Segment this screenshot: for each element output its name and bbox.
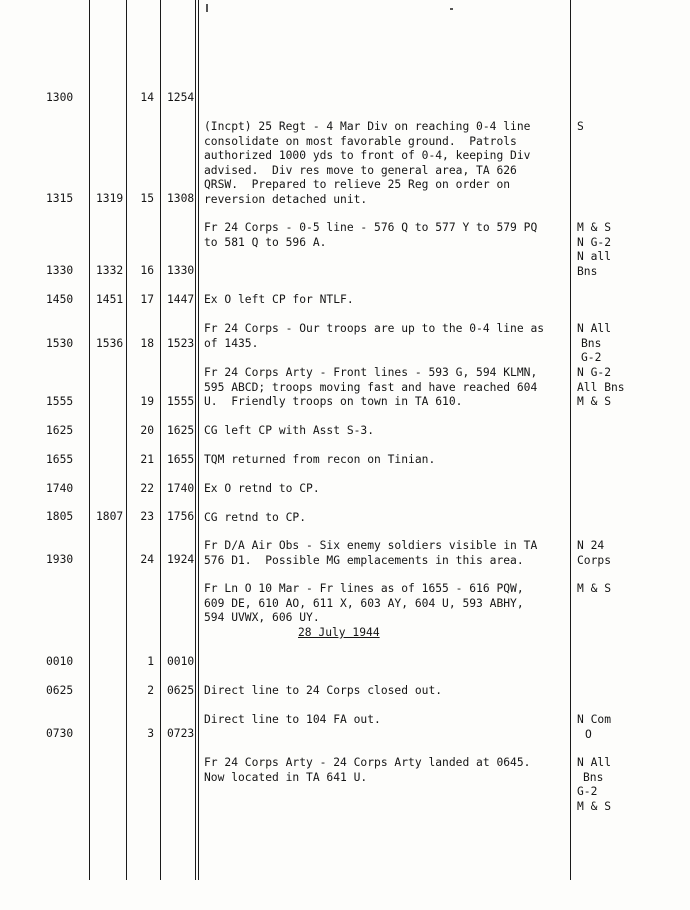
column-rule-double — [195, 0, 196, 880]
entry-time: 1315 — [46, 192, 74, 205]
entry-time: 0010 — [46, 655, 74, 668]
entry-time2: 1655 — [167, 453, 195, 466]
entry-serial: 24 — [140, 553, 154, 566]
column-rule — [160, 0, 161, 880]
entry-in-time: 1536 — [96, 337, 124, 350]
entry-time2: 1625 — [167, 424, 195, 437]
entry-action: N All Bns G-2 — [577, 322, 612, 364]
entry-time2: 1555 — [167, 395, 195, 408]
entry-action: N All Bns G-2 M & S — [577, 756, 612, 813]
entry-serial: 14 — [140, 91, 154, 104]
entry-text: TQM returned from recon on Tinian. — [204, 453, 436, 466]
entry-serial: 22 — [140, 482, 154, 495]
entry-text: Fr 24 Corps Arty - 24 Corps Arty landed at 0645. Now located in TA 641 U. — [204, 756, 531, 784]
entry-time2: 1756 — [167, 510, 195, 523]
entry-time: 1330 — [46, 264, 74, 277]
entry-action: N 24 Corps — [577, 539, 612, 567]
entry-serial: 1 — [147, 655, 154, 668]
entry-time: 1530 — [46, 337, 74, 350]
entry-serial: 15 — [140, 192, 154, 205]
stray-mark — [206, 4, 208, 12]
entry-time2: 1447 — [167, 293, 195, 306]
entry-action: M & S — [577, 582, 612, 595]
entry-serial: 21 — [140, 453, 154, 466]
entry-action: N Com O — [577, 713, 612, 741]
entry-text: Fr 24 Corps - 0-5 line - 576 Q to 577 Y to 579 PQ to 581 Q to 596 A. — [204, 221, 538, 249]
entry-in-time: 1807 — [96, 510, 124, 523]
column-rule — [126, 0, 127, 880]
entry-time2: 0723 — [167, 727, 195, 740]
entry-text: Direct line to 24 Corps closed out. — [204, 684, 443, 697]
entry-time2: 1254 — [167, 91, 195, 104]
entry-text: Fr 24 Corps - Our troops are up to the 0-4 line as of 1435. — [204, 322, 545, 350]
entry-text: Fr 24 Corps Arty - Front lines - 593 G, 594 KLMN, 595 ABCD; troops moving fast and have reached 604 U. Friendly troops on town in TA 610. — [204, 366, 538, 408]
entry-text: (Incpt) 25 Regt - 4 Mar Div on reaching 0-4 line consolidate on most favorable ground. Patrols authorized 1000 yds to front of 0-4, keeping Div advised. Div res move to general area, TA 626 QRSW. Prepared to relieve 25 Reg on order on reversion detached unit. — [204, 120, 531, 206]
entry-time2: 1308 — [167, 192, 195, 205]
entry-time: 1930 — [46, 553, 74, 566]
entry-time2: 1330 — [167, 264, 195, 277]
entry-in-time: 1332 — [96, 264, 124, 277]
entry-time: 0730 — [46, 727, 74, 740]
entry-serial: 18 — [140, 337, 154, 350]
entry-time2: 0625 — [167, 684, 195, 697]
entry-serial: 16 — [140, 264, 154, 277]
entry-in-time: 1319 — [96, 192, 124, 205]
entry-time: 0625 — [46, 684, 74, 697]
entry-time: 1805 — [46, 510, 74, 523]
entry-serial: 2 — [147, 684, 154, 697]
entry-time2: 1740 — [167, 482, 195, 495]
entry-time2: 1924 — [167, 553, 195, 566]
entry-text: Ex O left CP for NTLF. — [204, 293, 354, 306]
entry-time: 1555 — [46, 395, 74, 408]
date-heading: 28 July 1944 — [298, 626, 380, 639]
entry-time: 1300 — [46, 91, 74, 104]
entry-text: CG left CP with Asst S-3. — [204, 424, 375, 437]
entry-text: Fr Ln O 10 Mar - Fr lines as of 1655 - 616 PQW, 609 DE, 610 AO, 611 X, 603 AY, 604 U, 593 ABHY, 594 UVWX, 606 UY. — [204, 582, 524, 624]
entry-text: Fr D/A Air Obs - Six enemy soldiers visible in TA 576 D1. Possible MG emplacements in this area. — [204, 539, 538, 567]
column-rule — [89, 0, 90, 880]
entry-serial: 20 — [140, 424, 154, 437]
entry-serial: 17 — [140, 293, 154, 306]
column-rule — [570, 0, 571, 880]
entry-text: CG retnd to CP. — [204, 511, 307, 524]
entry-action: M & S N G-2 N all Bns — [577, 221, 612, 278]
entry-time: 1655 — [46, 453, 74, 466]
entry-time: 1740 — [46, 482, 74, 495]
entry-time2: 1523 — [167, 337, 195, 350]
entry-time: 1625 — [46, 424, 74, 437]
entry-time: 1450 — [46, 293, 74, 306]
entry-text: Direct line to 104 FA out. — [204, 713, 381, 726]
entry-serial: 23 — [140, 510, 154, 523]
stray-mark — [450, 8, 453, 10]
entry-in-time: 1451 — [96, 293, 124, 306]
entry-serial: 19 — [140, 395, 154, 408]
entry-action: N G-2 All Bns M & S — [577, 366, 625, 408]
entry-serial: 3 — [147, 727, 154, 740]
entry-text: Ex O retnd to CP. — [204, 482, 320, 495]
entry-action: S — [577, 120, 584, 133]
entry-time2: 0010 — [167, 655, 195, 668]
